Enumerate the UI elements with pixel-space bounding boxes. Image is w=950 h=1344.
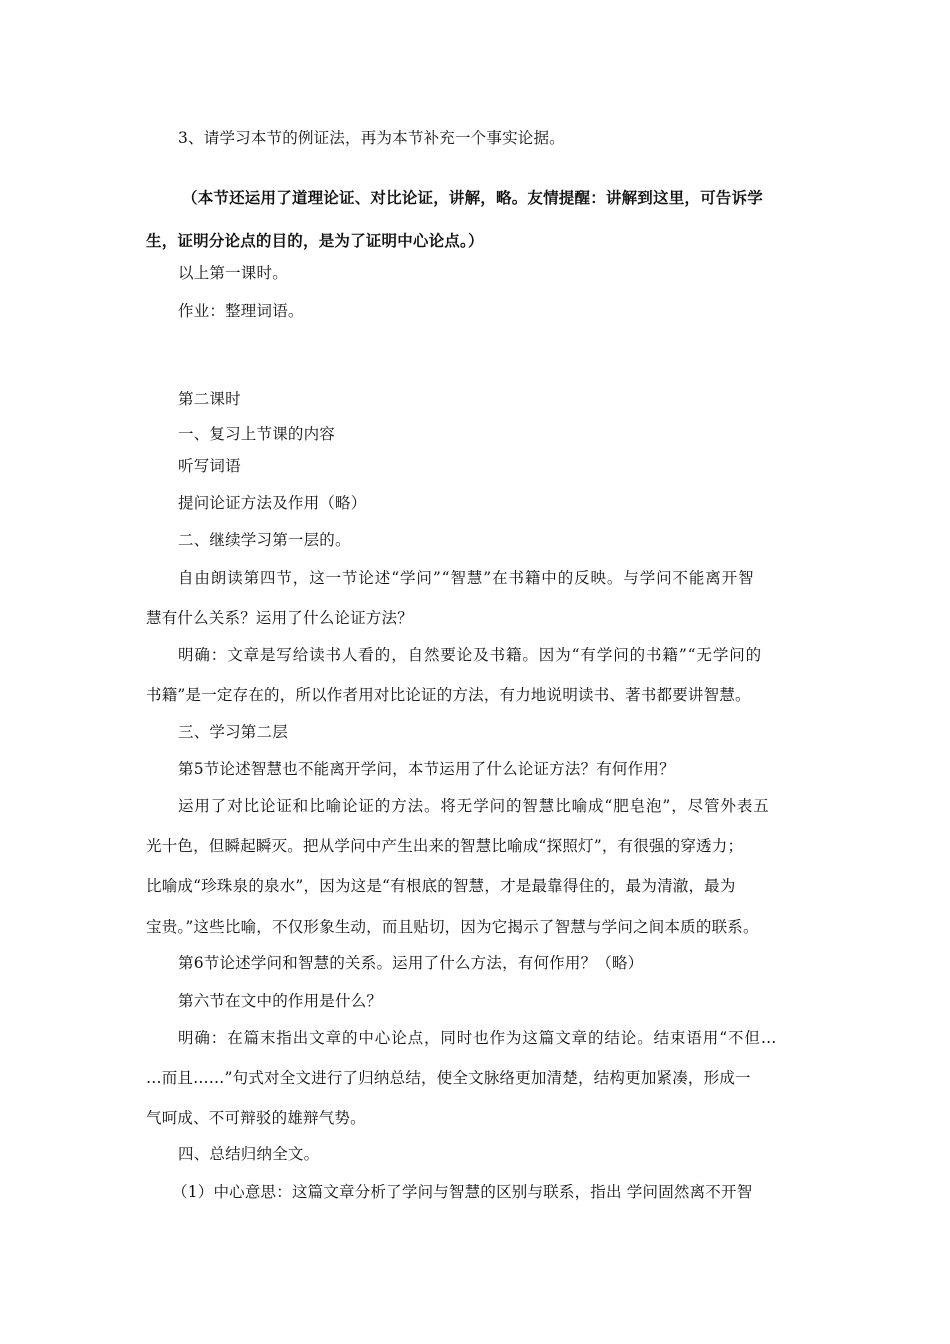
second-lesson-heading: 第二课时: [178, 390, 241, 408]
paragraph-5-answer-line-4: 宝贵。”这些比喻，不仅形象生动，而且贴切，因为它揭示了智慧与学问之间本质的联系。: [146, 918, 759, 936]
paragraph-6-answer-line-3: 气呵成、不可辩驳的雄辩气势。: [146, 1109, 366, 1127]
answer-4-line-2: 书籍”是一定存在的，所以作者用对比论证的方法，有力地说明读书、著书都要讲智慧。: [146, 686, 751, 704]
central-idea-line: （1）中心意思：这篇文章分析了学问与智慧的区别与联系，指出 学问固然离不开智: [172, 1183, 753, 1201]
paragraph-4-line-1: 自由朗读第四节，这一节论述“学问”“智慧”在书籍中的反映。与学问不能离开智: [178, 569, 755, 587]
paragraph-6-role-question: 第六节在文中的作用是什么？: [178, 992, 383, 1010]
bold-note-line-2: 生，证明分论点的目的，是为了证明中心论点。）: [146, 231, 484, 250]
section-continue-heading: 二、继续学习第一层的。: [178, 531, 351, 549]
section-layer-2-heading: 三、学习第二层: [178, 723, 288, 741]
section-summary-heading: 四、总结归纳全文。: [178, 1145, 320, 1163]
bold-note-line-1: （本节还运用了道理论证、对比论证，讲解，略。友情提醒：讲解到这里，可告诉学: [182, 188, 763, 207]
first-lesson-end: 以上第一课时。: [178, 264, 288, 282]
paragraph-6-answer-line-1: 明确：在篇末指出文章的中心论点，同时也作为这篇文章的结论。结束语用“不但…: [178, 1029, 778, 1047]
section-review-heading: 一、复习上节课的内容: [178, 425, 336, 443]
paragraph-4-line-2: 慧有什么关系？运用了什么论证方法？: [146, 609, 413, 627]
homework-line: 作业：整理词语。: [178, 302, 304, 320]
dictation-line: 听写词语: [178, 457, 241, 475]
paragraph-5-answer-line-3: 比喻成“珍珠泉的泉水”，因为这是“有根底的智慧，才是最靠得住的，最为清澈，最为: [146, 877, 736, 895]
answer-4-line-1: 明确：文章是写给读书人看的，自然要论及书籍。因为“有学问的书籍”“无学问的: [178, 646, 763, 664]
exercise-question-3: 3、请学习本节的例证法，再为本节补充一个事实论据。: [178, 129, 565, 147]
paragraph-5-question: 第5节论述智慧也不能离开学问，本节运用了什么论证方法？有何作用？: [178, 760, 675, 778]
paragraph-5-answer-line-2: 光十色，但瞬起瞬灭。把从学问中产生出来的智慧比喻成“探照灯”，有很强的穿透力；: [146, 837, 744, 855]
paragraph-6-answer-line-2: …而且……”句式对全文进行了归纳总结，使全文脉络更加清楚，结构更加紧凑，形成一: [146, 1069, 751, 1087]
paragraph-5-answer-line-1: 运用了对比论证和比喻论证的方法。将无学问的智慧比喻成“肥皂泡”，尽管外表五: [178, 797, 770, 815]
paragraph-6-question: 第6节论述学问和智慧的关系。运用了什么方法，有何作用？（略）: [178, 954, 644, 972]
question-methods-line: 提问论证方法及作用（略）: [178, 494, 367, 512]
